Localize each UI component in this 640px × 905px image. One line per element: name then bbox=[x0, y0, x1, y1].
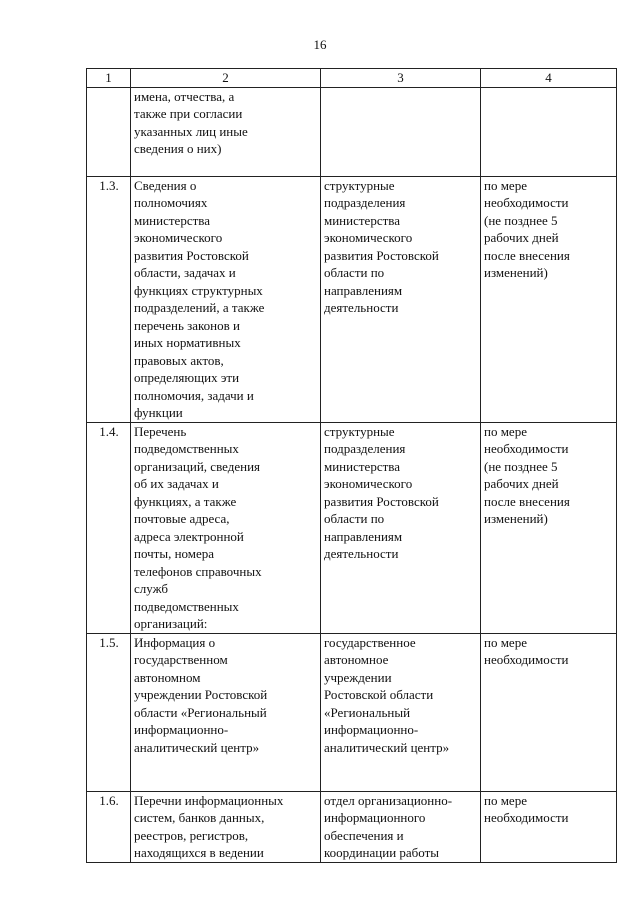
term-cell: по мере необходимости (не позднее 5 рабочих дней после внесения изменений) bbox=[481, 422, 617, 633]
info-cell: Сведения о полномочиях министерства экономического развития Ростовской области, задачах и функциях структурных подразделений, а также перечень законов и иных нормативных правовых актов, определяющих эти полномочия, задачи и функции bbox=[131, 176, 321, 422]
page-number: 16 bbox=[313, 37, 327, 52]
row-number bbox=[87, 87, 131, 176]
info-cell: Перечни информационных систем, банков данных, реестров, регистров, находящихся в ведении bbox=[131, 791, 321, 862]
info-cell: Информация о государственном автономном учреждении Ростовской области «Региональный информационно- аналитический центр» bbox=[131, 633, 321, 791]
header-cell: 3 bbox=[321, 69, 481, 88]
info-cell: Перечень подведомственных организаций, сведения об их задачах и функциях, а также почтовые адреса, адреса электронной почты, номера телефонов справочных служб подведомственных организаций: bbox=[131, 422, 321, 633]
header-cell: 1 bbox=[87, 69, 131, 88]
responsible-cell: государственное автономное учреждении Ростовской области «Региональный информационно- аналитический центр» bbox=[321, 633, 481, 791]
responsible-cell: структурные подразделения министерства экономического развития Ростовской области по направлениям деятельности bbox=[321, 176, 481, 422]
table-row bbox=[87, 87, 617, 176]
table-header-row bbox=[87, 69, 617, 88]
responsible-cell: отдел организационно- информационного обеспечения и координации работы bbox=[321, 791, 481, 862]
info-cell: имена, отчества, а также при согласии указанных лиц иные сведения о них) bbox=[131, 87, 321, 176]
table-row bbox=[87, 791, 617, 862]
row-number: 1.5. bbox=[87, 633, 131, 791]
row-number: 1.6. bbox=[87, 791, 131, 862]
responsible-cell: структурные подразделения министерства экономического развития Ростовской области по направлениям деятельности bbox=[321, 422, 481, 633]
term-cell: по мере необходимости bbox=[481, 633, 617, 791]
row-number: 1.4. bbox=[87, 422, 131, 633]
header-cell: 4 bbox=[481, 69, 617, 88]
term-cell: по мере необходимости (не позднее 5 рабочих дней после внесения изменений) bbox=[481, 176, 617, 422]
table-row bbox=[87, 176, 617, 422]
responsible-cell bbox=[321, 87, 481, 176]
document-table bbox=[86, 68, 617, 863]
table-row bbox=[87, 633, 617, 791]
term-cell bbox=[481, 87, 617, 176]
term-cell: по мере необходимости bbox=[481, 791, 617, 862]
row-number: 1.3. bbox=[87, 176, 131, 422]
table-row bbox=[87, 422, 617, 633]
header-cell: 2 bbox=[131, 69, 321, 88]
